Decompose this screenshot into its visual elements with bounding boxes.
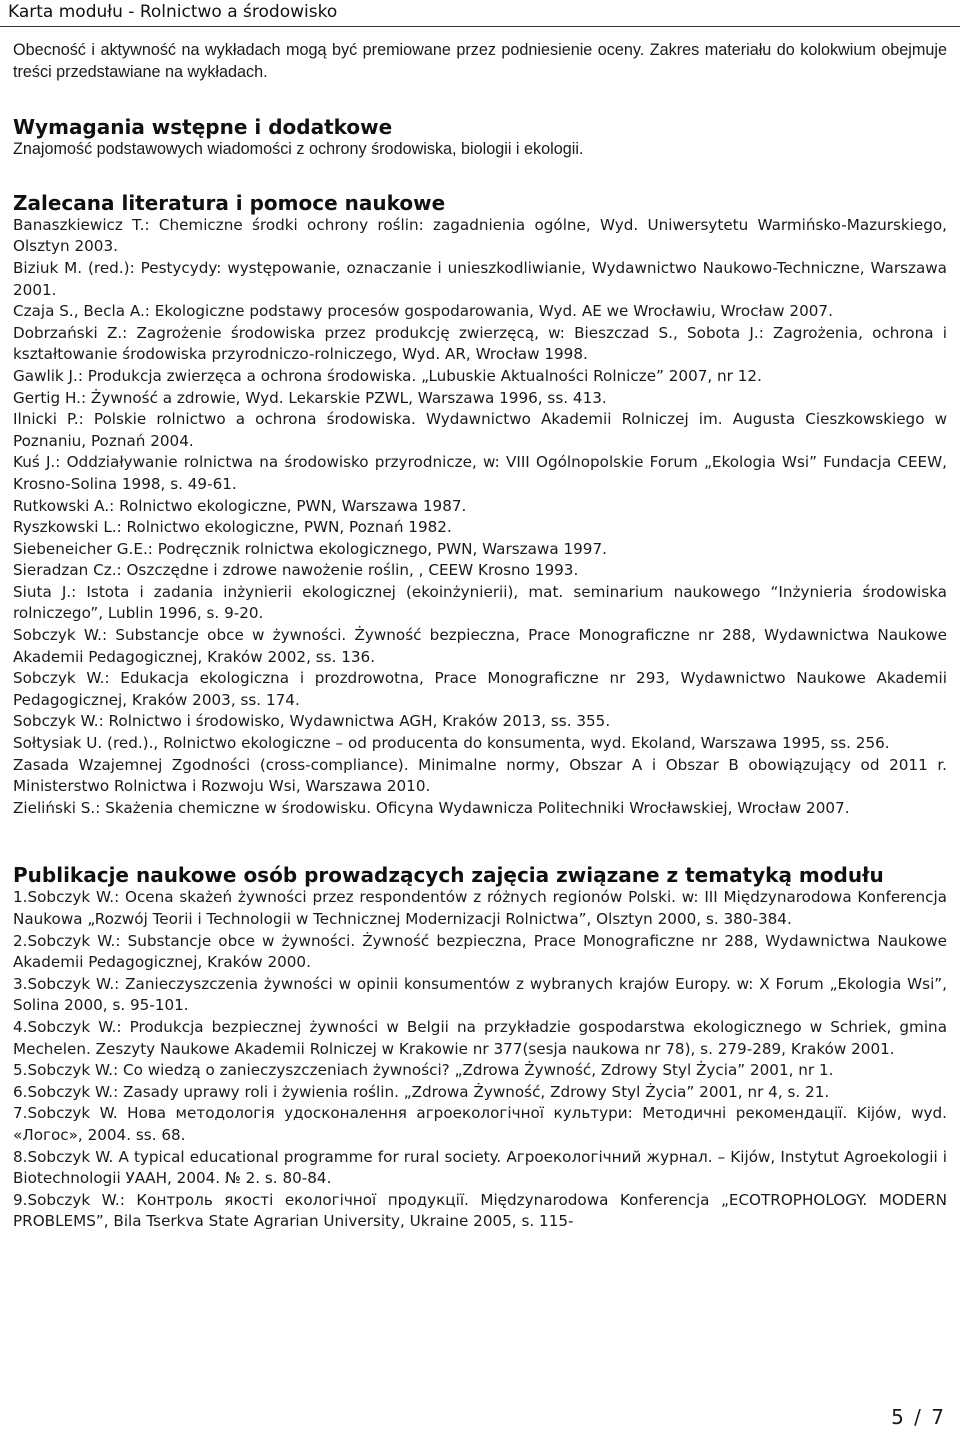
publication-item: 7.Sobczyk W. Нова методологія удосконалення агроекологічної культури: Методичні рекомендації. Kijów, wyd. «Логос», 2004. ss. 68. (13, 1104, 947, 1144)
requirements-heading: Wymagania wstępne i dodatkowe (13, 115, 393, 140)
literature-item: Ilnicki P.: Polskie rolnictwo a ochrona środowiska. Wydawnictwo Akademii Rolniczej im. Augusta Cieszkowskiego w Poznaniu, Poznań 2004. (13, 410, 947, 450)
intro-paragraph: Obecność i aktywność na wykładach mogą być premiowane przez podniesienie oceny. Zakres materiału do kolokwium obejmuje treści przedstawiane na wykładach. (13, 41, 947, 81)
literature-item: Sobczyk W.: Rolnictwo i środowisko, Wydawnictwa AGH, Kraków 2013, ss. 355. (13, 712, 611, 731)
publication-item: 6.Sobczyk W.: Zasady uprawy roli i żywienia roślin. „Zdrowa Żywność, Zdrowy Styl Życia” 2001, nr 4, s. 21. (13, 1082, 830, 1101)
document-title: Karta modułu - Rolnictwo a środowisko (8, 2, 338, 22)
publication-item: 1.Sobczyk W.: Ocena skażeń żywności przez respondentów z różnych regionów Polski. w: III Międzynarodowa Konferencja Naukowa „Rozwój Teorii i Technologii w Technicznej Modernizacji Rolnictwa”, Olsztyn 2000, s. 380-384. (13, 888, 947, 928)
literature-item: Siuta J.: Istota i zadania inżynierii ekologicznej (ekoinżynierii), mat. seminarium naukowego “Inżynieria środowiska rolniczego”, Lublin 1996, s. 9-20. (13, 582, 947, 623)
literature-item: Banaszkiewicz T.: Chemiczne środki ochrony roślin: zagadnienia ogólne, Wyd. Uniwersytetu Warmińsko-Mazurskiego, Olsztyn 2003. (13, 215, 947, 256)
publications-section (13, 863, 947, 1233)
literature-item: Sobczyk W.: Edukacja ekologiczna i prozdrowotna, Prace Monograficzne nr 293, Wydawnictwo Naukowe Akademii Pedagogicznej, Kraków 2003, ss. 174. (13, 669, 947, 709)
literature-heading: Zalecana literatura i pomoce naukowe (13, 190, 446, 215)
requirements-text: Znajomość podstawowych wiadomości z ochrony środowiska, biologii i ekologii. (13, 140, 584, 159)
page-number: 5 / 7 (891, 1405, 946, 1429)
publication-item: 9.Sobczyk W.: Контроль якості екологічної продукції. Międzynarodowa Konferencja „ECOTROPHOLOGY. MODERN PROBLEMS”, Bila Tserkva State Agrarian University, Ukraine 2005, s. 115- (13, 1190, 947, 1231)
literature-item: Kuś J.: Oddziaływanie rolnictwa na środowisko przyrodnicze, w: VIII Ogólnopolskie Forum „Ekologia Wsi” Fundacja CEEW, Krosno-Solina 1998, s. 49-61. (13, 453, 947, 493)
publication-item: 8.Sobczyk W. A typical educational programme for rural society. Агроекологічний журнал. – Kijów, Instytut Agroekologii i Biotechnologii УААН, 2004. № 2. s. 80-84. (13, 1147, 947, 1188)
literature-item: Ryszkowski L.: Rolnictwo ekologiczne, PWN, Poznań 1982. (13, 518, 452, 537)
publication-item: 5.Sobczyk W.: Co wiedzą o zanieczyszczeniach żywności? „Zdrowa Żywność, Zdrowy Styl Życia” 2001, nr 1. (13, 1061, 834, 1080)
publication-item: 3.Sobczyk W.: Zanieczyszczenia żywności w opinii konsumentów z wybranych krajów Europy. w: X Forum „Ekologia Wsi”, Solina 2000, s. 95-101. (13, 974, 947, 1015)
literature-item: Czaja S., Becla A.: Ekologiczne podstawy procesów gospodarowania, Wyd. AE we Wrocławiu, Wrocław 2007. (13, 302, 833, 321)
literature-item: Sobczyk W.: Substancje obce w żywności. Żywność bezpieczna, Prace Monograficzne nr 288, Wydawnictwa Naukowe Akademii Pedagogicznej, Kraków 2002, ss. 136. (13, 626, 947, 666)
literature-item: Sołtysiak U. (red.)., Rolnictwo ekologiczne – od producenta do konsumenta, wyd. Ekoland, Warszawa 1995, ss. 256. (13, 734, 890, 753)
publications-heading: Publikacje naukowe osób prowadzących zajęcia związane z tematyką modułu (13, 863, 884, 888)
page-header (0, 0, 960, 27)
literature-item: Dobrzański Z.: Zagrożenie środowiska przez produkcję zwierzęcą, w: Bieszczad S., Sobota J.: Zagrożenia, ochrona i kształtowanie środowiska przyrodniczo-rolniczego, Wyd. AR, Wrocław 1998. (13, 323, 947, 364)
publication-item: 4.Sobczyk W.: Produkcja bezpiecznej żywności w Belgii na przykładzie gospodarstwa ekologicznego w Schriek, gmina Mechelen. Zeszyty Naukowe Akademii Rolniczej w Krakowie nr 377(sesja naukowa nr 78), s. 279-289, Kraków 2001. (13, 1017, 947, 1058)
literature-item: Biziuk M. (red.): Pestycydy: występowanie, oznaczanie i unieszkodliwianie, Wydawnictwo Naukowo-Techniczne, Warszawa 2001. (13, 258, 947, 299)
literature-item: Rutkowski A.: Rolnictwo ekologiczne, PWN, Warszawa 1987. (13, 496, 467, 515)
literature-item: Zieliński S.: Skażenia chemiczne w środowisku. Oficyna Wydawnicza Politechniki Wrocławskiej, Wrocław 2007. (13, 798, 850, 817)
literature-item: Siebeneicher G.E.: Podręcznik rolnictwa ekologicznego, PWN, Warszawa 1997. (13, 539, 607, 558)
literature-item: Gawlik J.: Produkcja zwierzęca a ochrona środowiska. „Lubuskie Aktualności Rolnicze” 2007, nr 12. (13, 366, 762, 385)
publication-item: 2.Sobczyk W.: Substancje obce w żywności. Żywność bezpieczna, Prace Monograficzne nr 288, Wydawnictwa Naukowe Akademii Pedagogicznej, Kraków 2000. (13, 931, 947, 972)
literature-item: Sieradzan Cz.: Oszczędne i zdrowe nawożenie roślin, , CEEW Krosno 1993. (13, 561, 579, 580)
literature-item: Gertig H.: Żywność a zdrowie, Wyd. Lekarskie PZWL, Warszawa 1996, ss. 413. (13, 388, 607, 407)
literature-list (13, 215, 947, 820)
page-content (13, 40, 947, 1233)
literature-item: Zasada Wzajemnej Zgodności (cross-compliance). Minimalne normy, Obszar A i Obszar B obowiązujący od 2011 r. Ministerstwo Rolnictwa i Rozwoju Wsi, Warszawa 2010. (13, 755, 947, 796)
